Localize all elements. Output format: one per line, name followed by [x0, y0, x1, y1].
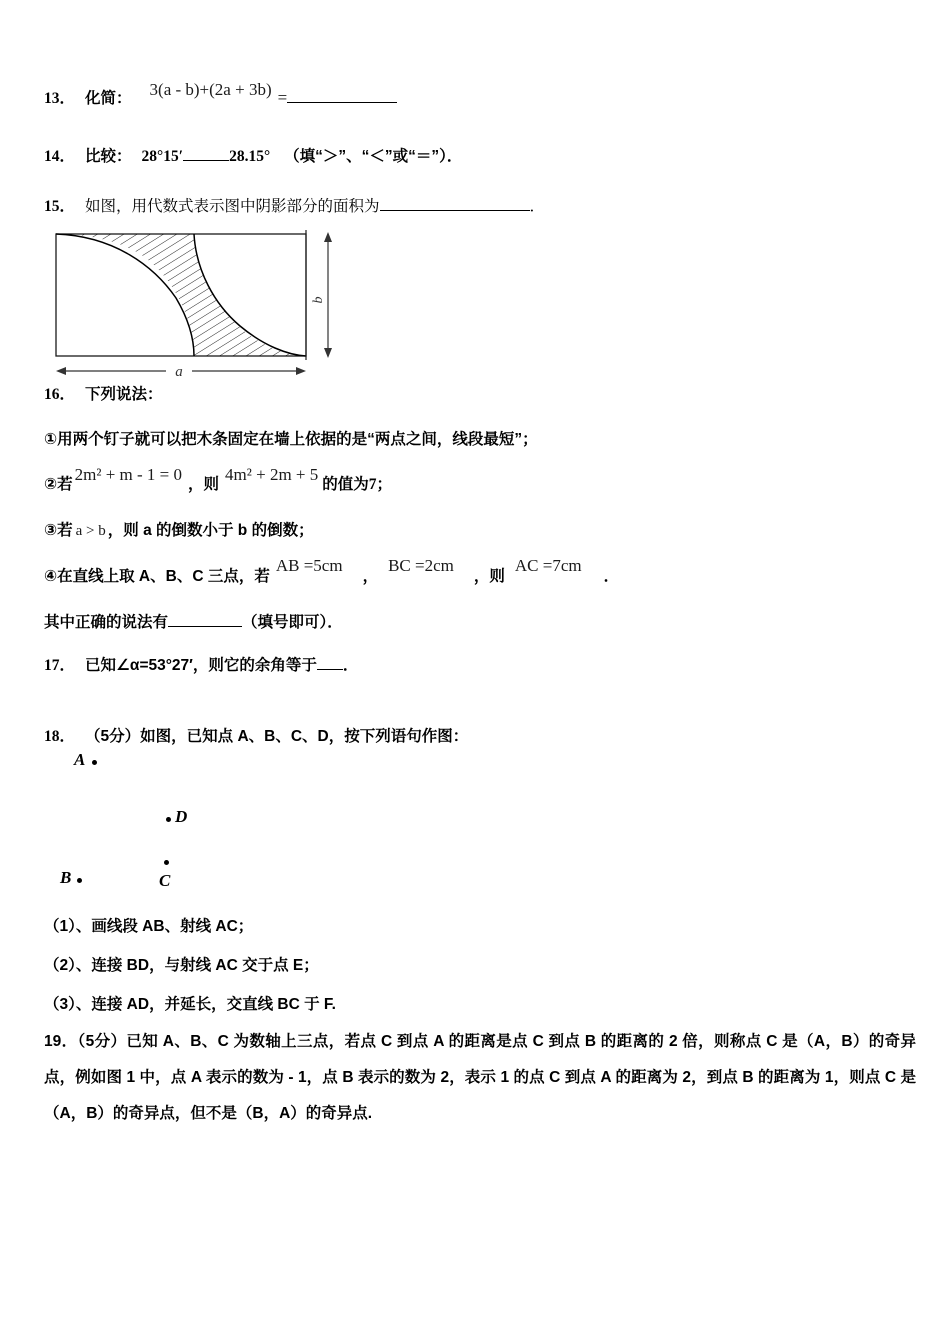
height-arrow-top	[324, 232, 332, 242]
question-15	[44, 194, 545, 216]
q15-trailing: ．	[529, 198, 546, 215]
height-label-b: b	[311, 296, 326, 304]
q16-item-4-prefix: 在直线上取 A、B、C 三点，若	[57, 568, 270, 585]
height-arrow-bottom	[324, 348, 332, 358]
q17-text-before: 已知∠α=53°27′，则它的余角等于	[85, 657, 317, 674]
width-arrow-left	[56, 367, 66, 375]
q18-step-3	[44, 992, 336, 1014]
q14-comparison-blank[interactable]	[183, 160, 229, 161]
q19-body: 已知 A、B、C 为数轴上三点，若点 C 到点 A 的距离是点 C 到点 B 的距离的 2 倍，则称点 C 是（A，B）的奇异点，例如图 1 中，点 A 表示的数为 - 1，点 B 表示的数为 2，表示 1 的点 C 到点 A 的距离为 2，到点 B 的距离为 1，则点 C 是（A，B）的奇异点，但不是（B，A）的奇异点.	[44, 1033, 916, 1122]
width-label-a: a	[175, 364, 183, 376]
q18-step-2	[44, 953, 319, 975]
q15-text: 如图，用代数式表示图中阴影部分的面积为	[85, 198, 380, 215]
q17-text-after: ．	[342, 657, 359, 674]
point-label-b: B	[60, 868, 72, 887]
q16-item-4-marker: ④	[44, 568, 58, 585]
q17-answer-blank[interactable]	[317, 669, 343, 670]
q16-conclusion-prefix: 其中正确的说法有	[44, 614, 169, 631]
q14-value-left: 28°15′	[141, 148, 184, 165]
q14-value-right: 28.15°	[229, 148, 271, 165]
q16-item-3-suffix: ，则 a 的倒数小于 b 的倒数；	[107, 522, 314, 539]
q16-item-3-math-1: a > b	[75, 523, 106, 539]
q14-instruction: （填“＞”、“＜”或“＝”）．	[284, 148, 463, 165]
q16-item-2-suffix: 的值为	[322, 476, 369, 493]
q18-step-1	[44, 914, 253, 936]
q18-step-2-text: （2）、连接 BD，与射线 AC 交于点 E；	[44, 957, 319, 974]
q16-item-4-sep-2: ，则	[473, 568, 505, 585]
hatched-shaded-band	[56, 234, 306, 356]
q13-number: 13．	[44, 90, 76, 107]
q16-label: 下列说法：	[85, 386, 163, 403]
q16-item-2-mid: ，则	[188, 476, 220, 493]
q16-item-4-math-1: AB =5cm	[275, 556, 343, 575]
q16-item-2-math-1: 2m² + m - 1 = 0	[74, 465, 183, 484]
point-label-d: D	[175, 807, 188, 826]
point-dot-a	[92, 760, 97, 765]
q13-answer-blank[interactable]	[287, 102, 397, 103]
q15-shaded-region-figure	[44, 226, 344, 376]
q16-item-4-sep-1: ，	[362, 568, 379, 585]
q15-answer-blank[interactable]	[380, 210, 530, 211]
q13-expression: 3(a - b)+(2a + 3b)	[149, 80, 272, 99]
q16-conclusion	[44, 610, 343, 632]
q18-number: 18．	[44, 728, 76, 745]
q16-item-4-end: ．	[603, 568, 620, 585]
q16-item-2-math-2: 4m² + 2m + 5	[225, 465, 319, 484]
shaded-region-svg	[44, 226, 344, 376]
question-16	[44, 382, 163, 404]
q15-number: 15．	[44, 198, 76, 215]
q18-step-1-text: （1）、画线段 AB、射线 AC；	[44, 918, 254, 935]
q16-number: 16．	[44, 386, 76, 403]
question-17	[44, 653, 358, 675]
q16-item-2-end: ；	[376, 476, 393, 493]
question-13	[44, 80, 397, 108]
q14-number: 14．	[44, 148, 76, 165]
point-label-a: A	[74, 750, 86, 769]
q14-label: 比较：	[85, 148, 132, 165]
q16-item-1-text: 用两个钉子就可以把木条固定在墙上依据的是“两点之间，线段最短”；	[57, 431, 538, 448]
q17-number: 17．	[44, 657, 76, 674]
q16-item-3-marker: ③	[44, 522, 58, 539]
point-label-c: C	[159, 871, 171, 890]
q16-item-4-math-3: AC =7cm	[514, 556, 582, 575]
q18-score: （5分）	[85, 728, 141, 745]
q13-equals: =	[277, 88, 288, 107]
point-dot-c	[164, 860, 169, 865]
q16-item-2	[44, 465, 393, 494]
q16-item-2-marker: ②	[44, 476, 58, 493]
q16-item-2-prefix: 若	[57, 476, 73, 493]
q18-points-figure	[44, 736, 364, 906]
point-dot-d	[166, 817, 171, 822]
q16-item-2-value: 7	[368, 476, 377, 493]
width-arrow-right	[296, 367, 306, 375]
q16-item-4	[44, 556, 620, 586]
q18-text: 如图，已知点 A、B、C、D，按下列语句作图：	[140, 728, 469, 745]
q16-item-3	[44, 518, 314, 540]
question-14	[44, 144, 462, 166]
q16-item-1-marker: ①	[44, 431, 58, 448]
q16-conclusion-blank[interactable]	[168, 626, 242, 627]
q18-step-3-text: （3）、连接 AD，并延长，交直线 BC 于 F.	[44, 996, 336, 1013]
q19-score: （5分）	[77, 1033, 127, 1050]
question-19	[44, 1024, 916, 1132]
point-dot-b	[77, 878, 82, 883]
q16-conclusion-suffix: （填号即可）．	[242, 614, 343, 631]
q16-item-3-prefix: 若	[57, 522, 73, 539]
section-3-heading	[44, 692, 54, 710]
q13-label: 化简：	[85, 90, 132, 107]
q19-number: 19．	[44, 1033, 78, 1050]
q16-item-1	[44, 427, 538, 449]
q16-item-4-math-2: BC =2cm	[388, 556, 454, 575]
